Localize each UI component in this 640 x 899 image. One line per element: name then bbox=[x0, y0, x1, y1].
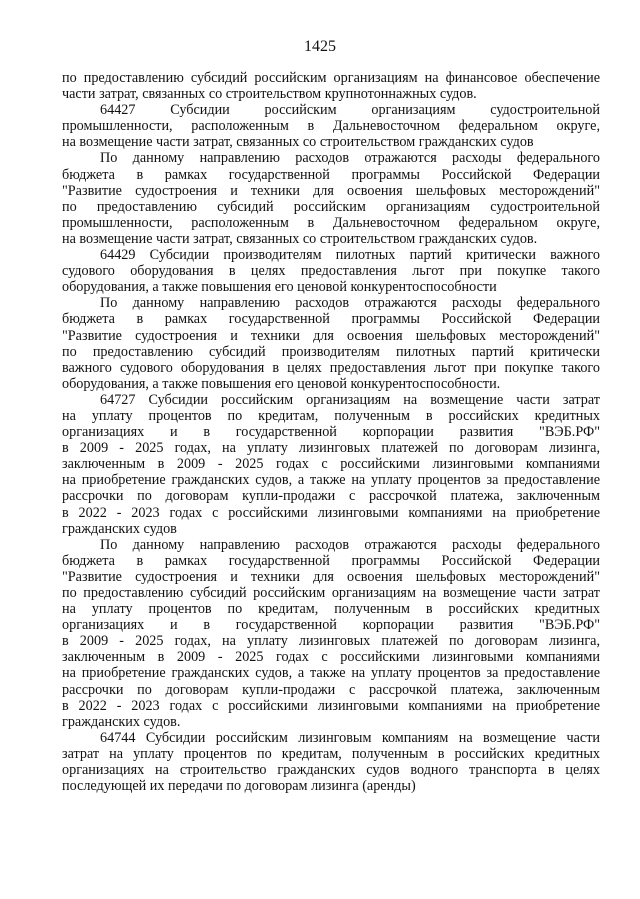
text-line: по предоставлению субсидий российским организациям на возмещение части затрат bbox=[62, 585, 600, 601]
text-line: на приобретение гражданских судов, а также на уплату процентов за предоставление bbox=[62, 665, 600, 682]
paragraph-p4 bbox=[62, 295, 600, 392]
text-line: бюджета в рамках государственной программы Российской Федерации bbox=[62, 166, 600, 183]
text-line: рассрочки по договорам купли-продажи с рассрочкой платежа, заключенным bbox=[62, 681, 600, 698]
paragraph-p7 bbox=[62, 730, 600, 794]
text-line: 64727 Субсидии российским организациям на возмещение части затрат bbox=[100, 391, 600, 408]
text-line: заключенным в 2009 - 2025 годах с российскими лизинговыми компаниями bbox=[62, 456, 600, 473]
text-line: "Развитие судостроения и техники для освоения шельфовых месторождений" bbox=[62, 568, 600, 585]
text-line: 64427 Субсидии российским организациям судостроительной bbox=[100, 102, 600, 119]
text-line: в 2009 - 2025 годах, на уплату лизинговых платежей по договорам лизинга, bbox=[62, 440, 600, 457]
text-line: важного судового оборудования в целях предоставления льгот при покупке такого bbox=[62, 359, 600, 376]
paragraph-p0 bbox=[62, 70, 600, 102]
text-line: 64744 Субсидии российским лизинговым компаниям на возмещение части bbox=[100, 729, 600, 746]
text-line: по предоставлению субсидий производителям пилотных партий критически bbox=[62, 343, 600, 360]
text-line: промышленности, расположенным в Дальневосточном федеральном округе, bbox=[62, 118, 600, 135]
text-line: на приобретение гражданских судов, а также на уплату процентов за предоставление bbox=[62, 472, 600, 489]
text-line: "Развитие судостроения и техники для освоения шельфовых месторождений" bbox=[62, 327, 600, 344]
paragraph-p6 bbox=[62, 537, 600, 730]
text-line: в 2022 - 2023 годах с российскими лизинговыми компаниями на приобретение bbox=[62, 504, 600, 521]
paragraph-p3 bbox=[62, 247, 600, 295]
paragraph-p2 bbox=[62, 150, 600, 247]
text-line: оборудования, а также повышения его ценовой конкурентоспособности bbox=[62, 279, 497, 296]
text-line: бюджета в рамках государственной программы Российской Федерации bbox=[62, 552, 600, 569]
text-line: части затрат, связанных со строительством крупнотоннажных судов. bbox=[62, 86, 477, 103]
text-line: оборудования, а также повышения его ценовой конкурентоспособности. bbox=[62, 375, 501, 392]
text-line: бюджета в рамках государственной программы Российской Федерации bbox=[62, 311, 600, 328]
text-line: судового оборудования в целях предоставления льгот при покупке такого bbox=[62, 263, 600, 280]
text-line: По данному направлению расходов отражаются расходы федерального bbox=[100, 536, 600, 553]
document-body bbox=[62, 70, 600, 794]
text-line: в 2022 - 2023 годах с российскими лизинговыми компаниями на приобретение bbox=[62, 697, 600, 714]
text-line: По данному направлению расходов отражаются расходы федерального bbox=[100, 295, 600, 312]
text-line: "Развитие судостроения и техники для освоения шельфовых месторождений" bbox=[62, 182, 600, 199]
text-line: промышленности, расположенным в Дальневосточном федеральном округе, bbox=[62, 214, 600, 231]
text-line: организациях на строительство гражданских судов водного транспорта в целях bbox=[62, 762, 600, 779]
text-line: на уплату процентов по кредитам, полученным в российских кредитных bbox=[62, 407, 600, 424]
text-line: заключенным в 2009 - 2025 годах с российскими лизинговыми компаниями bbox=[62, 649, 600, 666]
paragraph-p1 bbox=[62, 102, 600, 150]
text-line: в 2009 - 2025 годах, на уплату лизинговых платежей по договорам лизинга, bbox=[62, 633, 600, 650]
text-line: затрат на уплату процентов по кредитам, полученным в российских кредитных bbox=[62, 745, 600, 762]
page-number: 1425 bbox=[304, 38, 336, 55]
text-line: на возмещение части затрат, связанных со строительством гражданских судов bbox=[62, 134, 534, 151]
text-line: организациях и в государственной корпорации развития "ВЭБ.РФ" bbox=[62, 617, 600, 634]
text-line: гражданских судов bbox=[62, 520, 177, 537]
text-line: организациях и в государственной корпорации развития "ВЭБ.РФ" bbox=[62, 424, 600, 441]
text-line: на уплату процентов по кредитам, полученным в российских кредитных bbox=[62, 601, 600, 618]
text-line: рассрочки по договорам купли-продажи с рассрочкой платежа, заключенным bbox=[62, 488, 600, 505]
text-line: по предоставлению субсидий российским организациям на финансовое обеспечение bbox=[62, 70, 600, 86]
text-line: гражданских судов. bbox=[62, 713, 181, 730]
text-line: последующей их передачи по договорам лизинга (аренды) bbox=[62, 778, 416, 795]
text-line: 64429 Субсидии производителям пилотных партий критически важного bbox=[100, 247, 600, 264]
text-line: по предоставлению субсидий российским организациям судостроительной bbox=[62, 198, 600, 215]
text-line: на возмещение части затрат, связанных со строительством гражданских судов. bbox=[62, 230, 538, 247]
paragraph-p5 bbox=[62, 392, 600, 537]
text-line: По данному направлению расходов отражаются расходы федерального bbox=[100, 150, 600, 167]
